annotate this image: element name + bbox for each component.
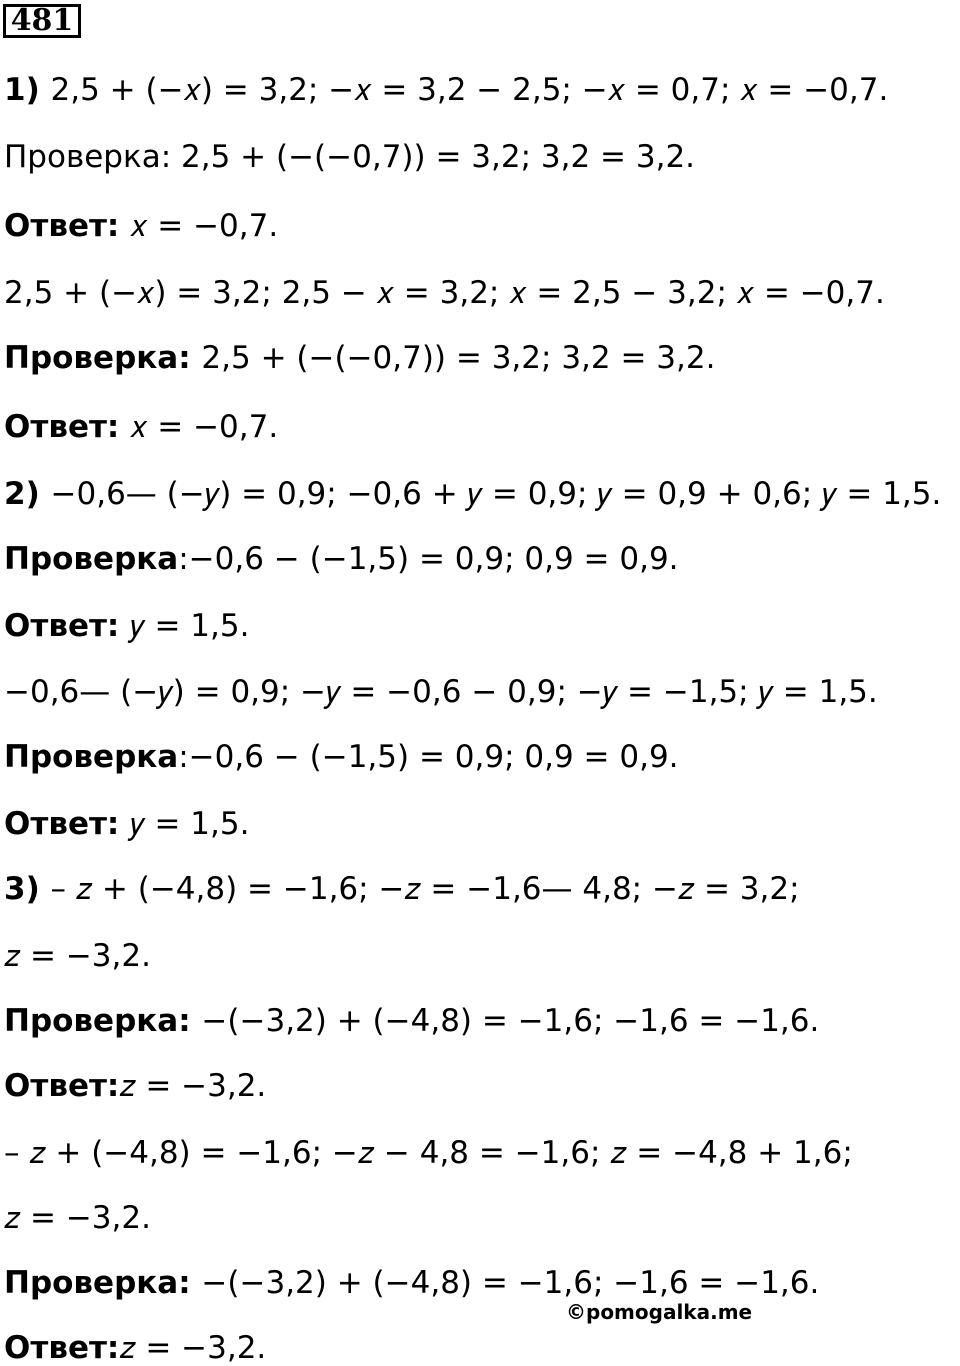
line-math: 𝑧 = −3,2. bbox=[119, 1330, 267, 1366]
solution-line bbox=[4, 275, 885, 311]
line-math: −(−3,2) + (−4,8) = −1,6; −1,6 = −1,6. bbox=[201, 1003, 820, 1039]
line-label: Ответ: bbox=[4, 1330, 120, 1366]
line-math: −0,6— (−𝑦) = 0,9; −0,6 + 𝑦 = 0,9; 𝑦 = 0,9 + 0,6; 𝑦 = 1,5. bbox=[50, 476, 942, 512]
solution-line bbox=[4, 674, 878, 710]
solution-line bbox=[4, 476, 942, 512]
line-math: 𝑧 = −3,2. bbox=[4, 938, 151, 974]
solution-line bbox=[4, 1003, 820, 1039]
line-math: :−0,6 − (−1,5) = 0,9; 0,9 = 0,9. bbox=[178, 739, 679, 775]
solution-line bbox=[4, 1068, 267, 1104]
line-math: :−0,6 − (−1,5) = 0,9; 0,9 = 0,9. bbox=[178, 541, 679, 577]
line-math: – 𝑧 + (−4,8) = −1,6; −𝑧 = −1,6— 4,8; −𝑧 = 3,2; bbox=[50, 871, 800, 907]
line-label: Проверка: bbox=[4, 340, 202, 376]
solution-line bbox=[4, 409, 279, 445]
line-math: 𝑧 = −3,2. bbox=[119, 1068, 267, 1104]
line-label: Ответ: bbox=[4, 608, 131, 644]
solution-line bbox=[4, 1135, 853, 1171]
line-label: Проверка: bbox=[4, 1265, 202, 1301]
line-math: 2,5 + (−𝑥) = 3,2; 2,5 − 𝑥 = 3,2; 𝑥 = 2,5 − 3,2; 𝑥 = −0,7. bbox=[4, 275, 885, 311]
line-math: 2,5 + (−𝑥) = 3,2; −𝑥 = 3,2 − 2,5; −𝑥 = 0,7; 𝑥 = −0,7. bbox=[50, 72, 889, 108]
solution-line bbox=[4, 541, 679, 577]
line-label: Ответ: bbox=[4, 208, 131, 244]
line-label: Проверка: bbox=[4, 1003, 202, 1039]
line-label: Ответ: bbox=[4, 409, 131, 445]
line-math: 2,5 + (−(−0,7)) = 3,2; 3,2 = 3,2. bbox=[201, 340, 716, 376]
line-label: Ответ: bbox=[4, 806, 131, 842]
solution-line bbox=[4, 1330, 267, 1366]
solution-line bbox=[4, 1200, 151, 1236]
solution-line bbox=[4, 806, 250, 842]
line-math: 𝑥 = −0,7. bbox=[130, 208, 279, 244]
line-label: Проверка bbox=[4, 739, 179, 775]
line-label: 1) bbox=[4, 72, 51, 108]
line-math: Проверка: 2,5 + (−(−0,7)) = 3,2; 3,2 = 3,2. bbox=[4, 139, 696, 175]
line-math: 𝑦 = 1,5. bbox=[130, 608, 250, 644]
line-label: 3) bbox=[4, 871, 51, 907]
solution-line bbox=[4, 208, 279, 244]
line-math: 𝑧 = −3,2. bbox=[4, 1200, 151, 1236]
line-math: – 𝑧 + (−4,8) = −1,6; −𝑧 − 4,8 = −1,6; 𝑧 = −4,8 + 1,6; bbox=[4, 1135, 853, 1171]
solution-line bbox=[4, 871, 800, 907]
problem-number: 481 bbox=[3, 4, 81, 38]
line-label: Ответ: bbox=[4, 1068, 120, 1104]
solution-line bbox=[4, 72, 889, 108]
solution-line bbox=[4, 938, 151, 974]
watermark: ©pomogalka.me bbox=[566, 1300, 753, 1324]
line-math: −0,6— (−𝑦) = 0,9; −𝑦 = −0,6 − 0,9; −𝑦 = −1,5; 𝑦 = 1,5. bbox=[4, 674, 878, 710]
line-label: 2) bbox=[4, 476, 51, 512]
line-label: Проверка bbox=[4, 541, 179, 577]
solution-line bbox=[4, 739, 679, 775]
line-math: −(−3,2) + (−4,8) = −1,6; −1,6 = −1,6. bbox=[201, 1265, 820, 1301]
solution-line bbox=[4, 1265, 820, 1301]
solution-line bbox=[4, 340, 716, 376]
solution-line bbox=[4, 139, 696, 175]
line-math: 𝑦 = 1,5. bbox=[130, 806, 250, 842]
line-math: 𝑥 = −0,7. bbox=[130, 409, 279, 445]
solution-line bbox=[4, 608, 250, 644]
